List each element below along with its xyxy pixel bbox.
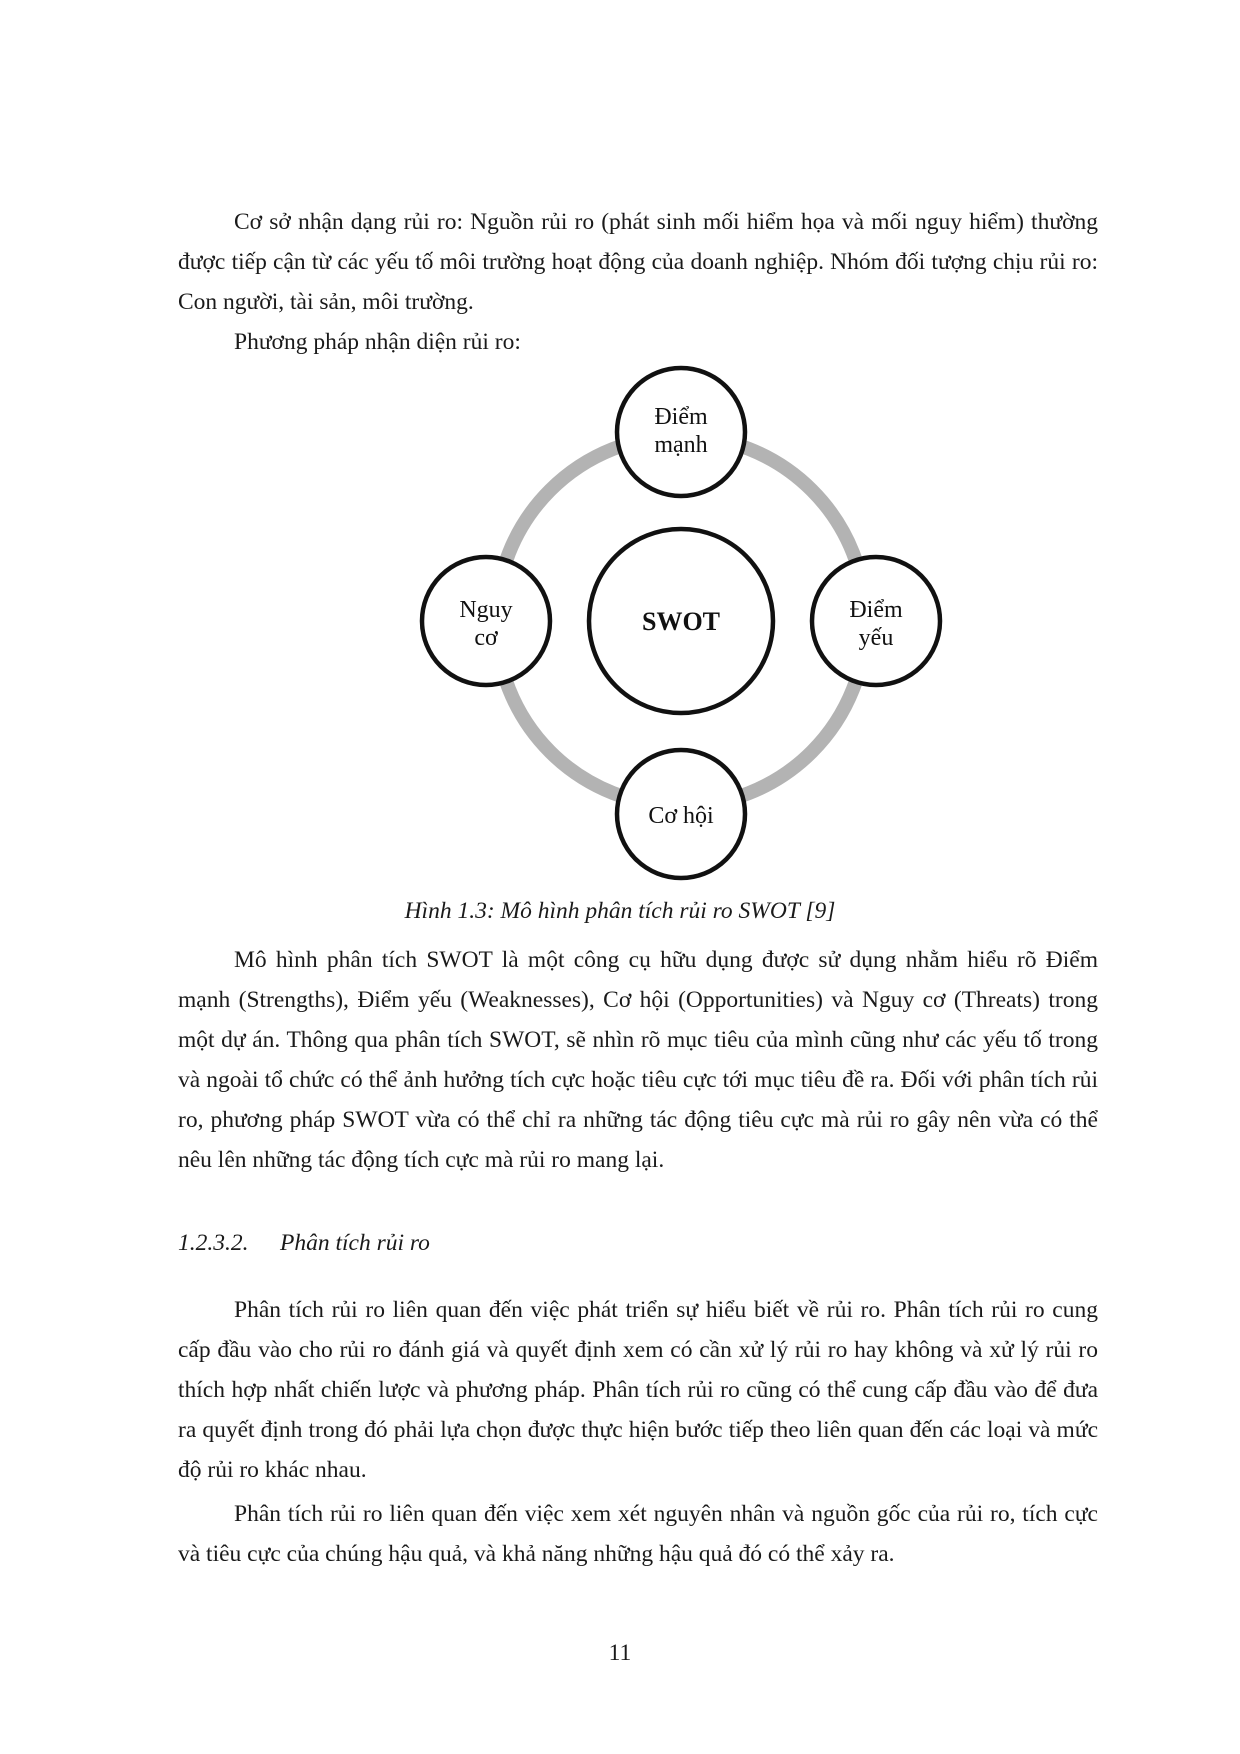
strengths-node xyxy=(617,368,745,496)
weaknesses-label-line1: Điểm xyxy=(849,597,903,623)
section-heading xyxy=(178,1230,430,1257)
threats-label-line2: cơ xyxy=(474,625,498,651)
section-title: Phân tích rủi ro xyxy=(280,1230,430,1256)
threats-label-line1: Nguy xyxy=(459,597,513,623)
section-number: 1.2.3.2. xyxy=(178,1230,249,1256)
method-heading-text: Phương pháp nhận diện rủi ro: xyxy=(234,329,521,355)
analysis-paragraph-1: Phân tích rủi ro liên quan đến việc phát triển sự hiểu biết về rủi ro. Phân tích rủi ro cung cấp đầu vào cho rủi ro đánh giá và quyết định xem có cần xử lý rủi ro hay không và xử lý rủi ro thích hợp nhất chiến lược và phương pháp. Phân tích rủi ro cũng có thể cung cấp đầu vào để đưa ra quyết định trong đó phải lựa chọn được thực hiện bước tiếp theo liên quan đến các loại và mức độ rủi ro khác nhau. xyxy=(178,1297,1098,1483)
opportunities-node xyxy=(617,750,745,878)
strengths-label-line2: mạnh xyxy=(654,432,708,458)
weaknesses-node xyxy=(812,557,940,685)
swot-diagram xyxy=(400,364,960,884)
opportunities-label: Cơ hội xyxy=(648,803,714,829)
strengths-label-line1: Điểm xyxy=(654,404,708,430)
analysis-paragraph-2: Phân tích rủi ro liên quan đến việc xem xét nguyên nhân và nguồn gốc của rủi ro, tích cực và tiêu cực của chúng hậu quả, và khả năng những hậu quả đó có thể xảy ra. xyxy=(178,1501,1098,1567)
weaknesses-label-line2: yếu xyxy=(858,625,894,651)
threats-node xyxy=(422,557,550,685)
swot-center-label: SWOT xyxy=(641,607,721,636)
intro-paragraph: Cơ sở nhận dạng rủi ro: Nguồn rủi ro (phát sinh mối hiểm họa và mối nguy hiểm) thường được tiếp cận từ các yếu tố môi trường hoạt động của doanh nghiệp. Nhóm đối tượng chịu rủi ro: Con người, tài sản, môi trường. xyxy=(178,209,1098,315)
swot-description-paragraph: Mô hình phân tích SWOT là một công cụ hữu dụng được sử dụng nhằm hiểu rõ Điểm mạnh (Strengths), Điểm yếu (Weaknesses), Cơ hội (Opportunities) và Nguy cơ (Threats) trong một dự án. Thông qua phân tích SWOT, sẽ nhìn rõ mục tiêu của mình cũng như các yếu tố trong và ngoài tổ chức có thể ảnh hưởng tích cực hoặc tiêu cực tới mục tiêu đề ra. Đối với phân tích rủi ro, phương pháp SWOT vừa có thể chỉ ra những tác động tiêu cực mà rủi ro gây nên vừa có thể nêu lên những tác động tích cực mà rủi ro mang lại. xyxy=(178,947,1098,1173)
page-number: 11 xyxy=(608,1640,632,1666)
figure-caption: Hình 1.3: Mô hình phân tích rủi ro SWOT [9] xyxy=(404,898,836,924)
